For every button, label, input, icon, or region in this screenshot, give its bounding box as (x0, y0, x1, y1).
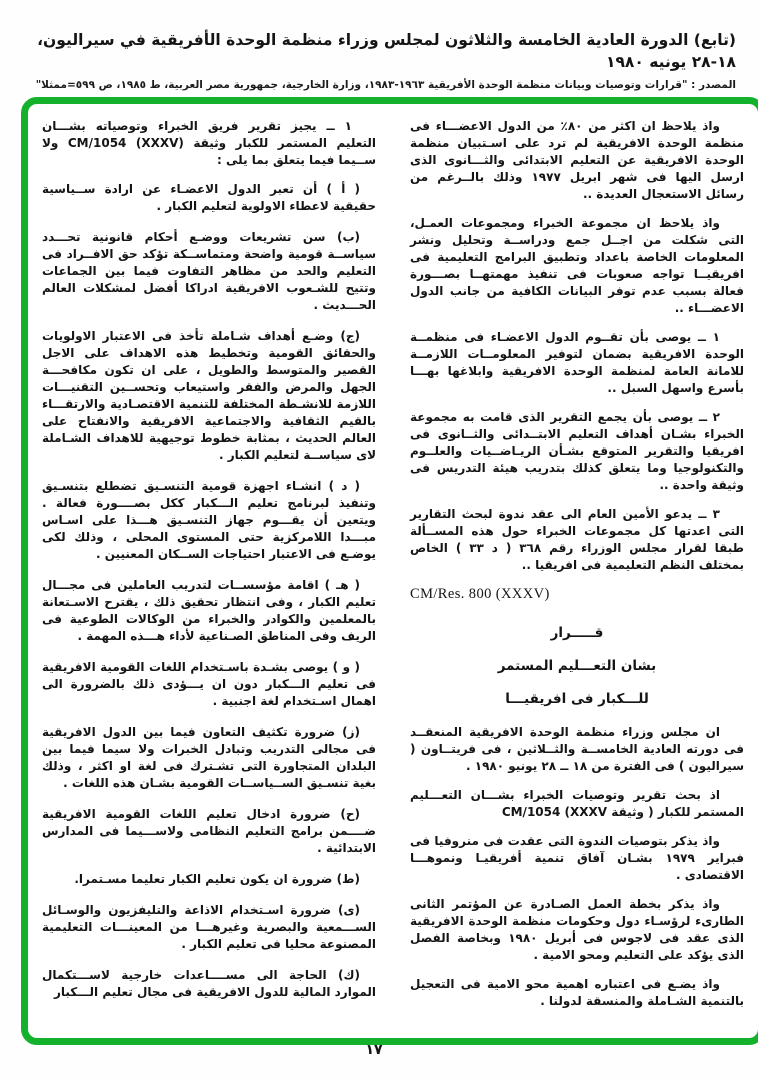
sub-item-z: (ز) ضرورة تكثيف التعاون فيما بين الدول الافريقية فى مجالى التدريب وتبادل الخبرات ولا سيما فيما بين البلدان المتجاورة التى تشـترك فى لغة او اكثر ، وذلك بغية تنسـيق الســياســات القومية بشـان هذه اللغات . (42, 725, 376, 790)
preamble-paragraph: واذ يذكر بخطة العمل الصـادرة عن المؤتمر الثانى الطارىء لرؤسـاء دول وحكومات منظمة الوحدة الافريقية الذى عقد فى لاجوس فى أبريل ١٩٨٠ وبخاصة الفصل الذى يؤكد على التعليم ومحو الامية . (410, 897, 745, 962)
sub-item-k: (ك) الحاجة الى مســــاعدات خارجية لاســـتكمال الموارد المالية للدول الافريقية فى مجال تعليم الـــكبار (42, 968, 376, 999)
resolution-title-line: بشان التعـــليم المستمر (497, 658, 657, 674)
sub-item-b: (ب) سن تشريعات ووضـع أحكام قانونية تحـــدد سياســة قومية واضحة ومتماســكة تؤكد حق الافــراد فى التعليم والحد من مظاهر التفاوت فيما بين الجماعات وتتيح للشـعوب الافريقية ادراكا أفضل لمشكلات العالم الحـــديث . (42, 230, 376, 312)
paragraph: واذ يلاحظ ان اكثر من ٨٠٪ من الدول الاعضـــاء فى منظمة الوحدة الافريقية لم ترد على اسـتبيان منظمة الوحدة الافريقية عن التعليم الابتدائى والثـــانوى الذى ارسل اليها فى شهر ابريل ١٩٧٧ وذلك بالــرغم من رسائل الاستعجال العديدة .. (410, 119, 744, 201)
sub-item-hh: (ح) ضرورة ادخال تعليم اللغات القومية الافريقية ضــــمن برامج التعليم النظامى ولاســـيما فى المدارس الابتدائية . (42, 807, 376, 855)
recommendation-item: ٣ ــ يدعو الأمين العام الى عقد ندوة لبحث التقارير التى اعدتها كل مجموعات الخبراء حول هذه المســألة طبقا لقرار مجلس الوزراء رقم ٣٦٨ ( د ٣٣ ) الخاص بمختلف النظم التعليمية فى افريقيا .. (410, 507, 744, 572)
column-right (410, 118, 744, 1038)
recommendation-item: ٢ ــ يوصى بأن يجمع التقرير الذى قامت به مجموعة الخبراء بشـان أهداف التعليم الابتــدائى والثــانوى فى افريقيا والتقرير المتوقع بشـأن الريـاضــيات والعلــوم والتكنولوجيا وما يتعلق كذلك بتدريب هيئة التدريس فى وثيقة واحدة .. (410, 410, 744, 492)
resolution-title-line: للـــكبار فى افريقيـــا (505, 691, 649, 707)
recommendation-item: ١ ــ يوصى بأن تقــوم الدول الاعضـاء فى منظمــة الوحدة الافريقية بضمان لتوفير المعلومــات اللازمــة للامانة العامة لمنظمة الوحدة الافريقية وابلاغها بهـــا بأسرع واسهل السبل .. (410, 330, 744, 395)
green-border-box (21, 97, 758, 1045)
preamble-paragraph: ان مجلس وزراء منظمة الوحدة الافريقية المنعقــد فى دورته العادية الخامســة والثــلاثين ، فى فريتــاون ( سيراليون ) فى الفترة من ١٨ ــ ٢٨ يونيو ١٩٨٠ . (410, 725, 744, 773)
page-header (22, 30, 736, 94)
operative-paragraph: ١ ــ يجيز تقرير فريق الخبراء وتوصياته بشـــان التعليم المستمر للكبار وثيقة CM/1054 (XXXV) ولا ســيما فيما يتعلق بما يلى : (42, 119, 377, 167)
sub-item-d: ( د ) انشـاء اجهزة قومية التنسـيق تضطلع بتنسـيق وتنفيذ لبرنامج تعليم الـــكبار ككل بصــــورة فعالة . ويتعين أن يقـــوم جهاز التنسـيق هـــذا على اسـاس مبـــدا اللامركزية حتى المستوى المحلى ، وذلك لكى يوضـع فى الاعتبار احتياجات الســكان المعنيين . (42, 479, 376, 561)
page-number: ١٧ (365, 1042, 383, 1058)
preamble-paragraph: اذ بحث تقرير وتوصيات الخبراء بشـــان التعـــليم المستمر للكبار ( وثيقة CM/1054 (XXXV (410, 788, 744, 819)
sub-item-w: ( و ) يوصى بشـدة باسـتخدام اللغات القومية الافريقية فى تعليم الـــكبار دون ان يـــؤدى ذلك بالضرورة الى اهمال اسـتخدام لغة اجنبية . (42, 660, 376, 708)
preamble-paragraph: واذ يذكر بتوصيات الندوة التى عقدت فى منروفيا فى فبراير ١٩٧٩ بشـان آفاق تنمية أفريقيـا ونموهـــا الاقتصادى . (410, 834, 744, 882)
preamble-paragraph: واذ يضـع فى اعتباره اهمية محو الامية فى التعجيل بالتنمية الشـاملة والمنسقة لدولنا . (410, 977, 744, 1008)
sub-item-a: ( أ ) أن تعبر الدول الاعضـاء عن ارادة ســياسية حقيقية لاعطاء الاولوية لتعليم الكبار . (42, 182, 376, 213)
session-title: (تابع) الدورة العادية الخامسة والثلاثون لمجلس وزراء منظمة الوحدة الأفريقية في سيراليون، ١٨-٢٨ يونيه ١٩٨٠ (37, 31, 736, 71)
source-citation: المصدر : "قرارات وتوصيات وبيانات منظمة الوحدة الأفريقية ١٩٦٣-١٩٨٣، وزارة الخارجية، جمهورية مصر العربية، ط ١٩٨٥، ص ٥٩٩=ممثلا" (35, 79, 736, 92)
paragraph: واذ يلاحظ ان مجموعة الخبراء ومجموعات العمـل، التى شكلت من اجــل جمع ودراســة وتحليل ونشر المعلومات الخاصة باعداد وتطبيق البرامج التعليمية فى افريقيــا تواجه صعوبات فى تنفيذ مهمتهــا بصـــورة فعالة بسبب عدم توفر البيانات الكافية من جانب الدول الاعضـــاء .. (410, 216, 744, 315)
resolution-title-line: قـــــرار (550, 625, 604, 641)
sub-item-h: ( هـ ) اقامة مؤسســات لتدريب العاملين فى مجـــال تعليم الكبار ، وفى انتظار تحقيق ذلك ، يقترح الاسـتعانة بالمعلمين والكوادر والخبراء من الوكالات الطوعية فى الريف وفى المناطق الصـناعية لأداء هـــذه المهمة . (42, 578, 376, 643)
resolution-code: CM/Res. 800 (XXXV) (410, 586, 550, 602)
sub-item-j: (ج) وضـع أهداف شـاملة تأخذ فى الاعتبار الاولويات والحقائق القومية وتخطيط هذه الاهداف على الاجل القصير والمتوسط والطويل ، على ان تكون مكافحـــة الجهل والمرض والفقر واستيعاب وتحســين التقنيـــات اللازمة للانشـطة المختلفة للتنمية الاقتصـادية والارتقـــاء بالقيم الثقافية والاجتماعية الافريقية والانفتاح على العالم الحديث ، بمثابة خطوط توجيهية للاهداف الشـاملة لاى سياســة لتعليم الكبار . (42, 329, 376, 462)
column-left (42, 118, 376, 1038)
sub-item-y: (ى) ضرورة اسـتخدام الاذاعة والتليفزيون والوسـائل الســـمعية والبصرية وغيرهـــا من المعينـــات التعليمية المصنوعة محليا فى تعليم الكبار . (42, 903, 376, 951)
sub-item-t: (ط) ضرورة ان يكون تعليم الكبار تعليما مسـتمرا. (74, 872, 360, 886)
